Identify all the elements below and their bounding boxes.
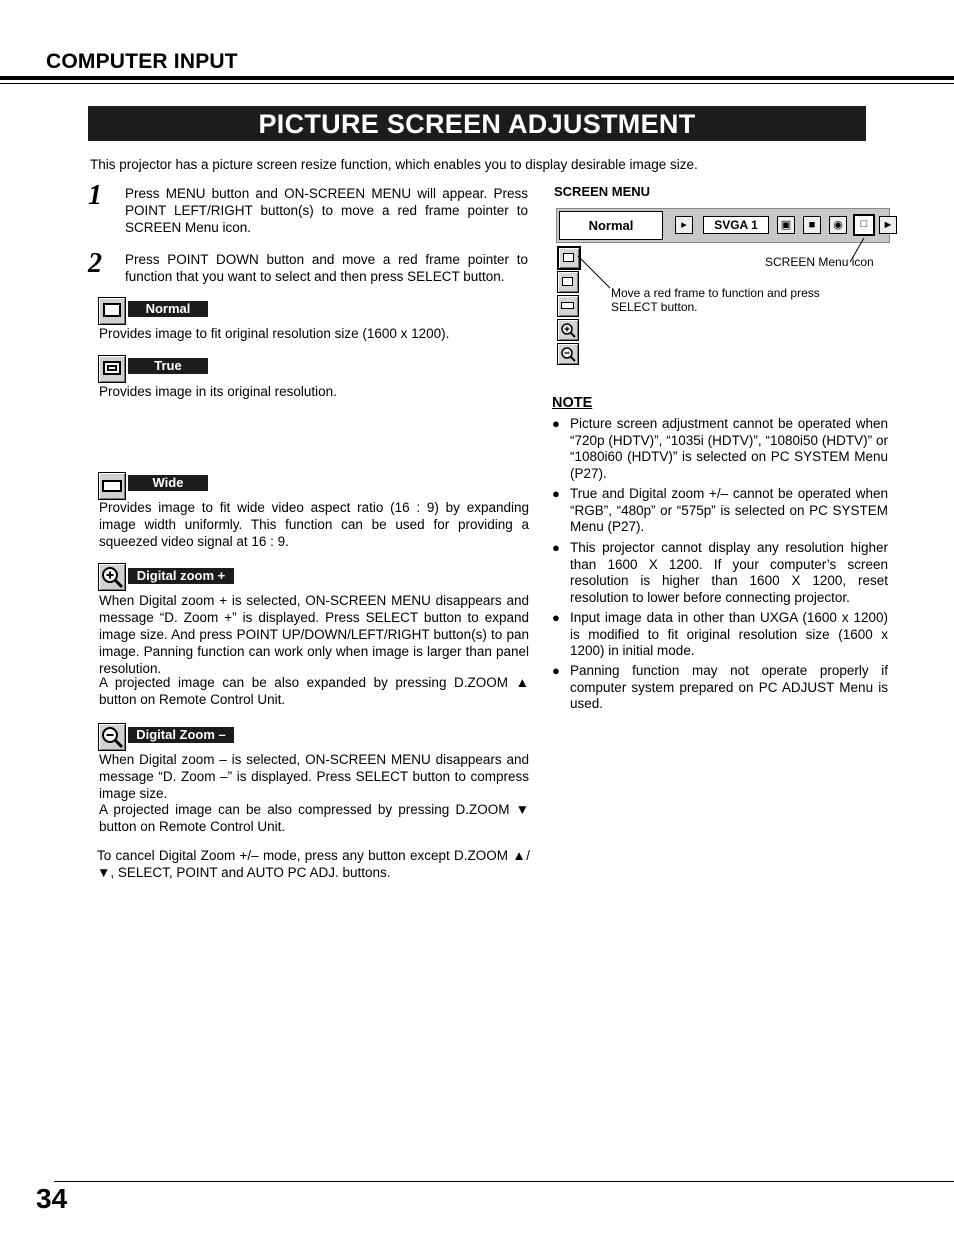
submenu-zoom-out-icon [557,343,579,365]
screen-menu-icon-callout: SCREEN Menu icon [765,255,874,269]
step-text-2: Press POINT DOWN button and move a red frame pointer to function that you want to select and then press SELECT button. [125,252,528,284]
true-screen-icon [98,355,126,383]
note-item: ● This projector cannot display any resolution higher than 1600 X 1200. If your computer’s screen resolution is higher than 1600 X 1200, reset resolution to lower before connecting projector. [552,540,888,605]
digital-zoom-plus-description: When Digital zoom + is selected, ON-SCREEN MENU disappears and message “D. Zoom +” is displayed. Press SELECT button to expand image size. And press POINT UP/DOWN/LEFT/RIGHT button(s) to pan image. Panning function can work only when image is larger than panel resolution. [99,593,529,676]
digital-zoom-minus-description: When Digital zoom – is selected, ON-SCREEN MENU disappears and message “D. Zoom –” is displayed. Press SELECT button to compress image size. [99,752,529,801]
normal-description: Provides image to fit original resolution size (1600 x 1200). [99,326,450,341]
step-number-1: 1 [88,180,102,211]
screen-menu-icon: □ [853,214,875,236]
note-item: ● Input image data in other than UXGA (1600 x 1200) is modified to fit original resolution size (1600 x 1200) in initial mode. [552,610,888,658]
red-frame-callout: Move a red frame to function and press SELECT button. [611,286,820,314]
note-title: NOTE [552,395,593,411]
bullet-icon: ● [552,416,560,431]
zoom-out-icon [98,723,126,751]
step-number-2: 2 [88,248,102,279]
cancel-instructions: To cancel Digital Zoom +/– mode, press any button except D.ZOOM ▲/▼, SELECT, POINT and AUTO PC ADJ. buttons. [97,848,530,880]
digital-zoom-minus-label: Digital Zoom – [128,727,234,743]
bullet-icon: ● [552,540,560,555]
note-item: ● Panning function may not operate properly if computer system prepared on PC ADJUST Menu is used. [552,663,888,711]
submenu-zoom-in-icon [557,319,579,341]
bullet-icon: ● [552,663,560,678]
digital-zoom-plus-remote: A projected image can be also expanded by pressing D.ZOOM ▲ button on Remote Control Unit. [99,675,529,707]
note-item: ● Picture screen adjustment cannot be operated when “720p (HDTV)”, “1035i (HDTV)”, “1080i50 (HDTV)” or “1080i60 (HDTV)” is selected on PC SYSTEM Menu (P27). [552,416,888,481]
wide-description: Provides image to fit wide video aspect ratio (16 : 9) by expanding image width uniformly. This function can be used for providing a squeezed video signal at 16 : 9. [99,500,529,549]
note-item: ● True and Digital zoom +/– cannot be operated when “RGB”, “480p” or “575p” is selected on PC SYSTEM Menu (P27). [552,486,888,534]
header-rule-thin [0,83,954,84]
pc-adjust-icon: ▣ [777,216,795,234]
wide-screen-icon [98,472,126,500]
section-title: COMPUTER INPUT [46,50,238,73]
image-select-icon: ■ [803,216,821,234]
bullet-icon: ● [552,486,560,501]
step-text-1: Press MENU button and ON-SCREEN MENU will appear. Press POINT LEFT/RIGHT button(s) to move a red frame pointer to SCREEN Menu icon. [125,186,528,235]
input-icon: ▸ [675,216,693,234]
page-number: 34 [36,1183,68,1214]
normal-screen-icon [98,297,126,325]
zoom-in-icon [98,563,126,591]
digital-zoom-plus-label: Digital zoom + [128,568,234,584]
bullet-icon: ● [552,610,560,625]
footer-rule [54,1181,954,1182]
image-adjust-icon: ◉ [829,216,847,234]
menu-signal-display: SVGA 1 [703,216,769,234]
wide-label: Wide [128,475,208,491]
screen-menu-heading: SCREEN MENU [554,184,651,199]
digital-zoom-minus-remote: A projected image can be also compressed by pressing D.ZOOM ▼ button on Remote Control Unit. [99,802,529,834]
normal-label: Normal [128,301,208,317]
true-label: True [128,358,208,374]
header-rule [0,76,954,80]
true-description: Provides image in its original resolution. [99,384,337,399]
sound-icon: ► [879,216,897,234]
page-title: PICTURE SCREEN ADJUSTMENT [88,106,866,141]
intro-text: This projector has a picture screen resize function, which enables you to display desirable image size. [90,157,698,172]
menu-mode-display: Normal [559,211,663,240]
